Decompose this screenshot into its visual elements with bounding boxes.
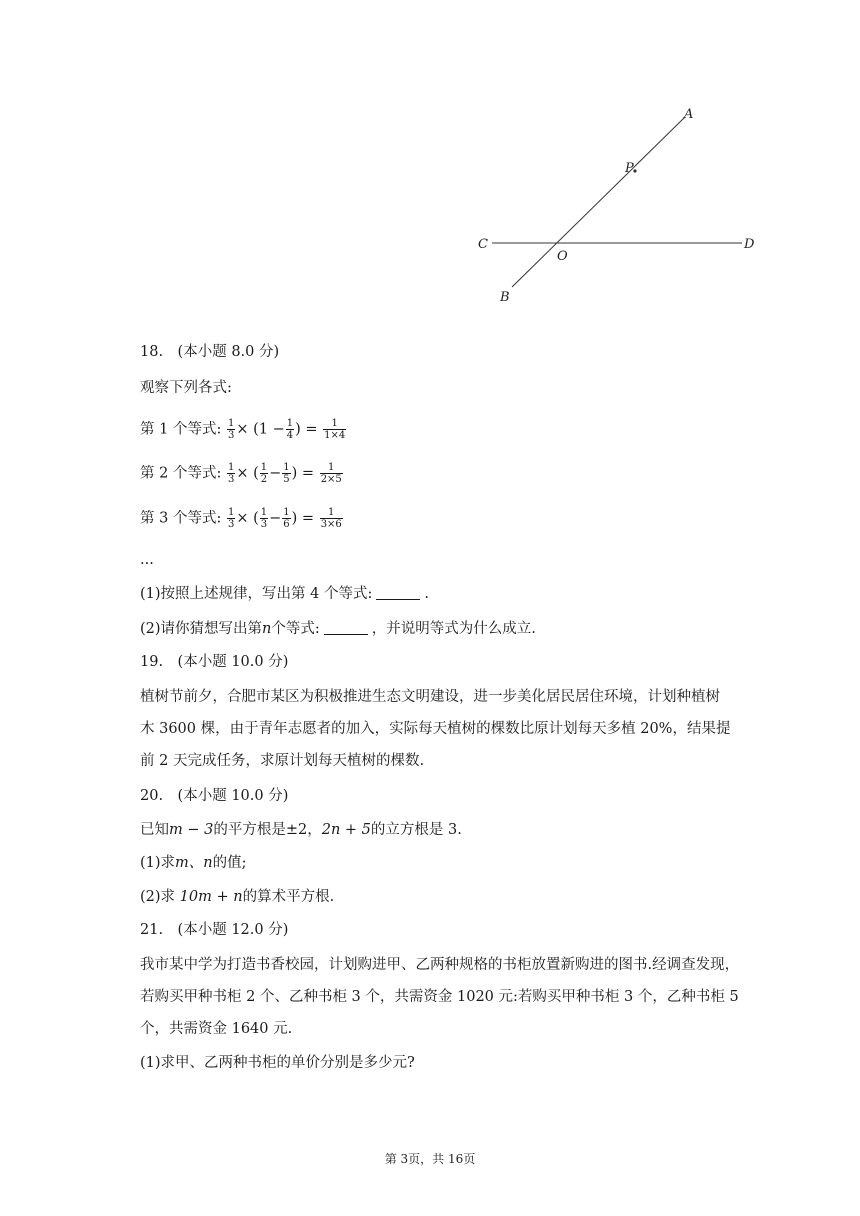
q19-line-3: 前 2 天完成任务，求原计划每天植树的棵数. xyxy=(140,753,425,769)
answer-blank xyxy=(376,585,420,600)
text: (1)求 xyxy=(140,855,176,871)
page-footer: 第 3页，共 16页 xyxy=(384,1152,476,1166)
q18-intro: 观察下列各式: xyxy=(140,380,232,396)
fraction: $\frac{1}{3}$ xyxy=(227,462,235,485)
q18-header: 18. (本小题 8.0 分) xyxy=(140,344,280,360)
expr-m-minus-3: m − 3 xyxy=(169,822,214,838)
expr-pm-2: ±2 xyxy=(285,822,308,838)
q20-part-1 xyxy=(140,853,247,873)
equation-prefix: 第 2 个等式: xyxy=(140,465,222,482)
text: 的立方根是 3. xyxy=(370,822,462,838)
fraction: $\frac{1}{3}$ xyxy=(227,507,235,530)
text: ， xyxy=(307,822,322,838)
q21-line-2: 若购买甲种书柜 2 个、乙种书柜 3 个，共需资金 1020 元:若购买甲种书柜 3 个，乙种书柜 5 xyxy=(140,989,739,1005)
q19-header: 19. (本小题 10.0 分) xyxy=(140,654,289,670)
q21-part-1: (1)求甲、乙两种书柜的单价分别是多少元? xyxy=(140,1055,415,1071)
fraction: $\frac{1}{2}$ xyxy=(260,462,268,485)
text: 已知 xyxy=(140,822,169,838)
q18-part-2 xyxy=(140,619,536,639)
part-text: (2)请你猜想写出第 xyxy=(140,621,263,637)
q19-line-1: 植树节前夕，合肥市某区为积极推进生态文明建设，进一步美化居民居住环境，计划种植树 xyxy=(140,689,720,705)
point-p xyxy=(633,169,636,172)
q18-equation-1: 第 1 个等式: $\frac{1}{3}$ × (1 − $\frac{1}{4}$ ) = $\frac{1}{1\times 4}$ xyxy=(140,418,346,441)
fraction: $\frac{1}{5}$ xyxy=(283,462,290,485)
q19-line-2: 木 3600 棵，由于青年志愿者的加入，实际每天植树的棵数比原计划每天多植 20%，结果提 xyxy=(140,721,731,737)
text: 的值; xyxy=(212,855,247,871)
fraction: $\frac{1}{1\times 4}$ xyxy=(324,418,346,441)
q21-header: 21. (本小题 12.0 分) xyxy=(140,922,289,938)
fraction: $\frac{1}{6}$ xyxy=(283,507,290,530)
q21-line-3: 个，共需资金 1640 元. xyxy=(140,1021,293,1037)
fraction: $\frac{1}{3}$ xyxy=(260,507,268,530)
var-n: n xyxy=(262,621,272,637)
q20-line-1 xyxy=(140,820,462,840)
fraction: $\frac{1}{3}$ xyxy=(227,418,235,441)
text: (2)求 xyxy=(140,889,180,905)
q20-part-2 xyxy=(140,887,334,907)
fraction: $\frac{1}{3\times 6}$ xyxy=(320,507,342,530)
text: 的平方根是 xyxy=(213,822,286,838)
line-ab xyxy=(512,117,685,287)
label-a: A xyxy=(684,107,694,122)
expr-2n-plus-5: 2n + 5 xyxy=(321,822,371,838)
fraction: $\frac{1}{4}$ xyxy=(286,418,294,441)
part-text: ，并说明等式为什么成立. xyxy=(371,621,536,637)
label-d: D xyxy=(744,237,755,252)
part-text: 个等式: xyxy=(271,621,320,637)
equation-prefix: 第 1 个等式: xyxy=(140,421,222,438)
q18-equation-3: 第 3 个等式: $\frac{1}{3}$ × ( $\frac{1}{3}$ − $\frac{1}{6}$ ) = $\frac{1}{3\times 6}$ xyxy=(140,507,342,530)
part-text: (1)按照上述规律，写出第 4 个等式: xyxy=(140,586,373,602)
fraction: $\frac{1}{2\times 5}$ xyxy=(320,462,342,485)
expr-m-n: m、n xyxy=(175,855,213,871)
q18-part-1 xyxy=(140,584,429,604)
equation-prefix: 第 3 个等式: xyxy=(140,510,222,527)
text: 的算术平方根. xyxy=(242,889,335,905)
geometry-figure xyxy=(470,100,770,310)
q21-line-1: 我市某中学为打造书香校园，计划购进甲、乙两种规格的书柜放置新购进的图书.经调查发现， xyxy=(140,957,740,973)
label-o: O xyxy=(557,249,568,264)
label-c: C xyxy=(478,237,488,252)
answer-blank xyxy=(324,620,368,635)
label-b: B xyxy=(500,290,510,305)
expr-10m-plus-n: 10m + n xyxy=(179,889,243,905)
q18-equation-2: 第 2 个等式: $\frac{1}{3}$ × ( $\frac{1}{2}$ − $\frac{1}{5}$ ) = $\frac{1}{2\times 5}$ xyxy=(140,462,342,485)
label-p: P xyxy=(625,161,634,176)
q18-ellipsis: ... xyxy=(140,552,154,568)
part-end: . xyxy=(424,586,429,602)
q20-header: 20. (本小题 10.0 分) xyxy=(140,788,289,804)
